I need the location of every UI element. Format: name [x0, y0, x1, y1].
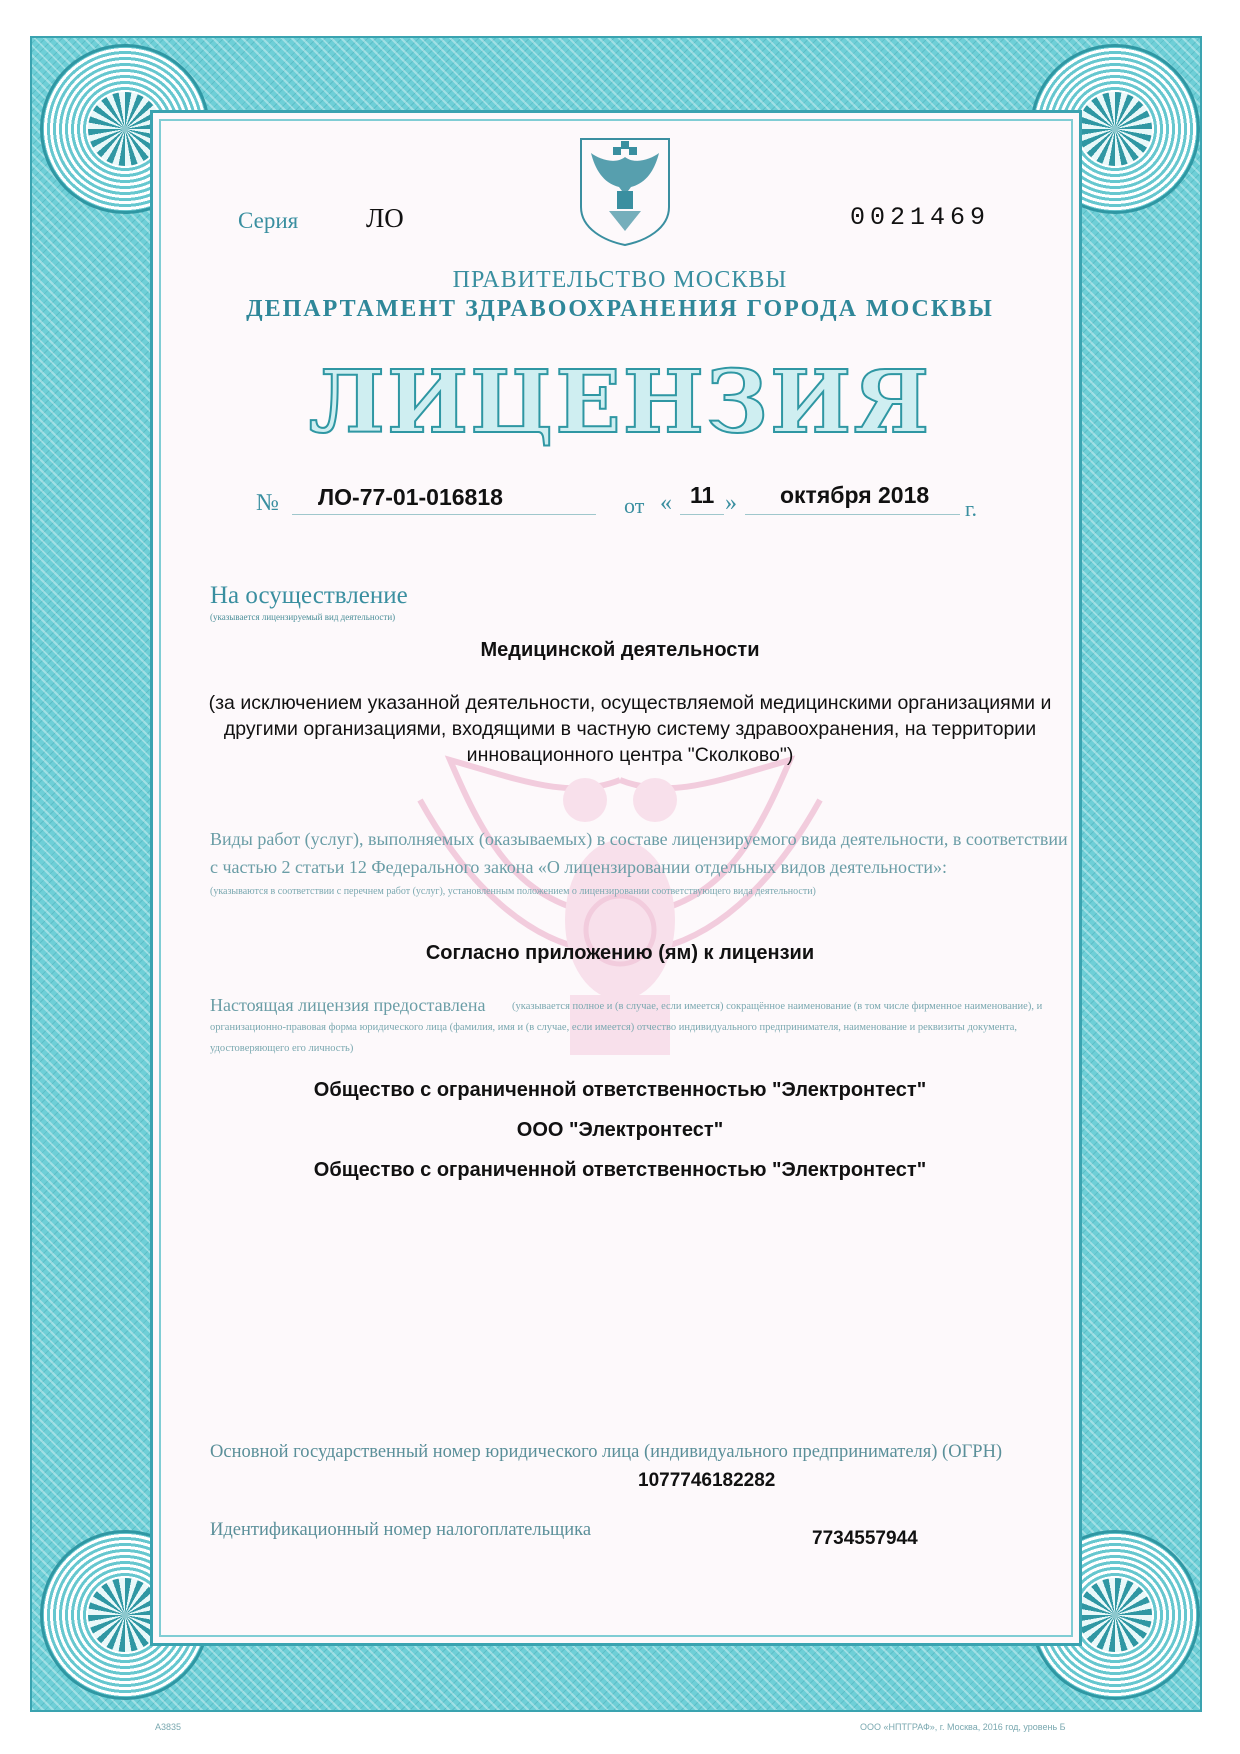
activity-note: (за исключением указанной деятельности, осуществляемой медицинскими организациями и другими организациями, входящими в частную систему здравоохранения, на территории инновационного центра "Сколково")	[208, 692, 1052, 766]
from-label: от	[624, 493, 645, 518]
license-month-year: октября 2018	[780, 482, 930, 508]
license-number-underline	[292, 514, 596, 515]
works-hint: (указываются в соответствии с перечнем работ (услуг), установленным положением о лицензировании соответствующего вида деятельности)	[210, 886, 816, 897]
quote-close: »	[725, 490, 737, 516]
works-label: Виды работ (услуг), выполняемых (оказываемых) в составе лицензируемого вида деятельности, в соответствии с частью 2 статьи 12 Федерального закона «О лицензировании отдельных видов деятельности»:	[210, 829, 1068, 877]
series-label: Серия	[238, 208, 299, 233]
print-code: А3835	[155, 1722, 182, 1732]
printer-imprint: ООО «НПТГРАФ», г. Москва, 2016 год, уровень Б	[860, 1722, 1066, 1732]
licensee-full-name: Общество с ограниченной ответственностью "Электронтест"	[313, 1079, 927, 1101]
activity-hint: (указывается лицензируемый вид деятельности)	[210, 612, 396, 622]
number-symbol: №	[256, 490, 279, 516]
license-day: 11	[690, 482, 715, 508]
licensee-short-name: ООО "Электронтест"	[516, 1119, 724, 1141]
year-suffix: г.	[965, 496, 978, 521]
license-number: ЛО-77-01-016818	[318, 484, 503, 510]
page-title: ЛИЦЕНЗИЯ	[308, 352, 932, 453]
coat-of-arms-icon	[575, 135, 675, 247]
quote-open: «	[660, 490, 672, 516]
day-underline	[680, 514, 724, 515]
ogrn-label: Основной государственный номер юридического лица (индивидуального предпринимателя) (ОГРН)	[210, 1442, 1003, 1462]
form-number: 0021469	[850, 203, 991, 232]
works-value: Согласно приложению (ям) к лицензии	[425, 942, 815, 964]
activity-value: Медицинской деятельности	[480, 639, 760, 661]
licensee-brand-name: Общество с ограниченной ответственностью "Электронтест"	[313, 1159, 927, 1181]
series-value: ЛО	[366, 203, 404, 233]
ogrn-value: 1077746182282	[638, 1470, 776, 1491]
inn-value: 7734557944	[812, 1528, 918, 1549]
licensee-hint: (указывается полное и (в случае, если имеется) сокращённое наименование (в том числе фирменное наименование), и организационно-правовая форма юридического лица (фамилия, имя и (в случае, если имеется) отчество индивидуального предпринимателя, наименование и реквизиты документа, удостоверяющего его личность)	[210, 1001, 1043, 1054]
month-underline	[745, 514, 960, 515]
inn-label: Идентификационный номер налогоплательщика	[210, 1520, 592, 1540]
activity-label: На осуществление	[210, 582, 408, 609]
department-heading: ДЕПАРТАМЕНТ ЗДРАВООХРАНЕНИЯ ГОРОДА МОСКВЫ	[246, 296, 994, 322]
government-heading: ПРАВИТЕЛЬСТВО МОСКВЫ	[452, 267, 788, 293]
licensee-label: Настоящая лицензия предоставлена	[210, 995, 486, 1015]
